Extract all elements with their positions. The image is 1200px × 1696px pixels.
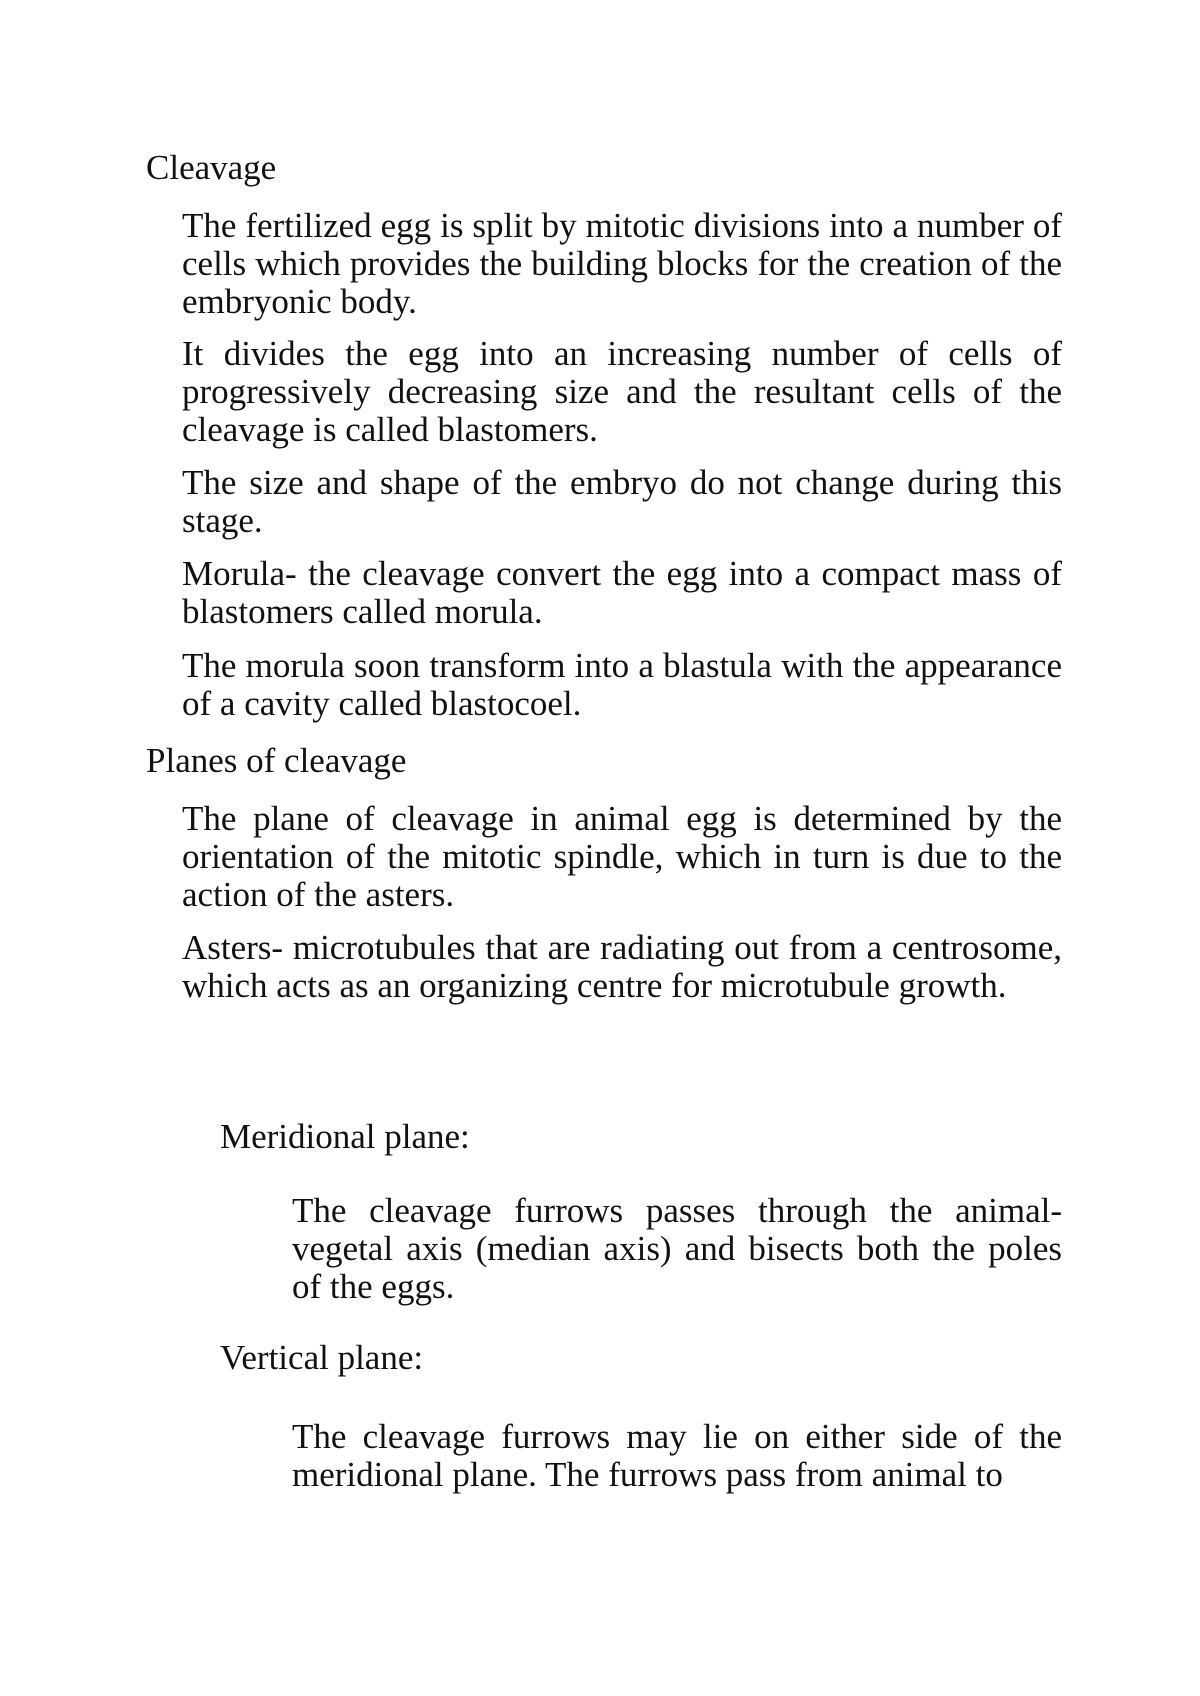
paragraph-plane-determination: The plane of cleavage in animal egg is determined by the orientation of the mitotic spindle, which in turn is due to the action of the asters. [182, 799, 1062, 914]
subheading-vertical-plane: Vertical plane: [220, 1338, 424, 1377]
paragraph-embryo-size: The size and shape of the embryo do not change during this stage. [182, 463, 1062, 540]
paragraph-asters: Asters- microtubules that are radiating out from a centrosome, which acts as an organizing centre for microtubule growth. [182, 928, 1062, 1005]
paragraph-blastula: The morula soon transform into a blastula with the appearance of a cavity called blastocoel. [182, 646, 1062, 723]
paragraph-vertical-plane: The cleavage furrows may lie on either side of the meridional plane. The furrows pass from animal to [292, 1417, 1062, 1494]
section-heading-cleavage: Cleavage [146, 148, 277, 187]
section-heading-planes-of-cleavage: Planes of cleavage [146, 741, 407, 780]
paragraph-meridional-plane: The cleavage furrows passes through the animal-vegetal axis (median axis) and bisects both the poles of the eggs. [292, 1191, 1062, 1306]
paragraph-morula: Morula- the cleavage convert the egg into a compact mass of blastomers called morula. [182, 554, 1062, 631]
subheading-meridional-plane: Meridional plane: [220, 1117, 470, 1156]
paragraph-cleavage-definition: The fertilized egg is split by mitotic divisions into a number of cells which provides the building blocks for the creation of the embryonic body. [182, 206, 1062, 321]
paragraph-blastomers: It divides the egg into an increasing number of cells of progressively decreasing size and the resultant cells of the cleavage is called blastomers. [182, 334, 1062, 449]
